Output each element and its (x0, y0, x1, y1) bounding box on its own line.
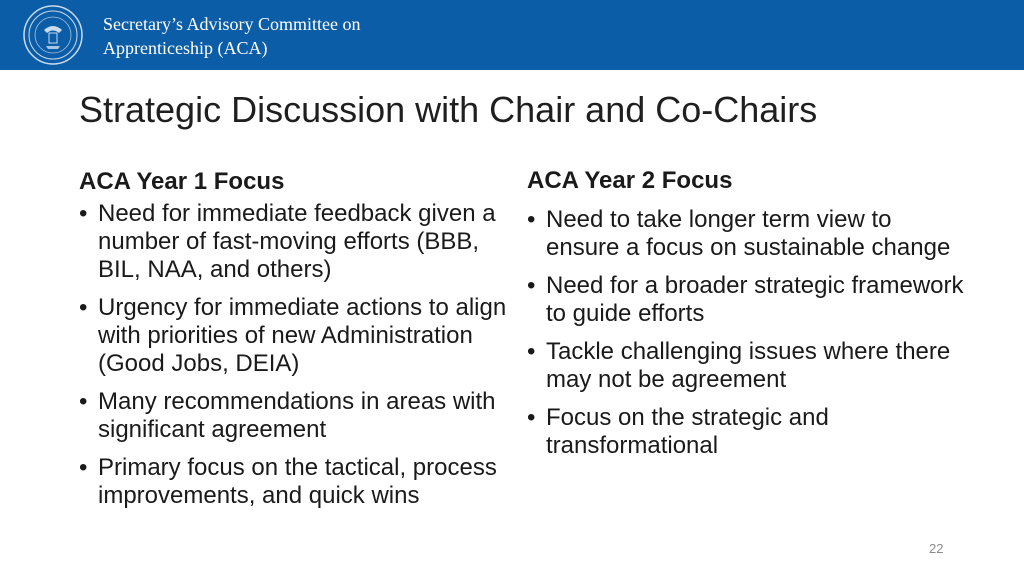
bullet-text: Focus on the strategic and transformational (546, 404, 829, 459)
bullet-text: Urgency for immediate actions to align with priorities of new Administration (Good Jobs, DEIA) (98, 294, 507, 377)
bullet-text: Need for a broader strategic framework to guide efforts (546, 272, 964, 327)
bullet-icon: • (527, 404, 536, 431)
department-seal-icon (22, 4, 84, 66)
bullet-item (527, 404, 967, 460)
bullet-icon: • (527, 206, 536, 233)
bullet-item (527, 272, 967, 328)
bullet-text: Need for immediate feedback given a number of fast-moving efforts (BBB, BIL, NAA, and others) (98, 200, 496, 283)
slide-title: Strategic Discussion with Chair and Co-Chairs (79, 89, 818, 130)
bullet-text: Primary focus on the tactical, process improvements, and quick wins (98, 454, 497, 509)
bullet-text: Many recommendations in areas with significant agreement (98, 388, 496, 443)
bullet-item (79, 294, 519, 378)
bullet-item (79, 454, 519, 510)
bullet-icon: • (79, 454, 88, 481)
bullet-icon: • (79, 294, 88, 321)
bullet-item (79, 388, 519, 444)
year-1-bullet-list (79, 200, 519, 510)
committee-name-line-2: Apprenticeship (ACA) (103, 38, 268, 58)
year-2-focus-column (527, 167, 967, 470)
bullet-item (79, 200, 519, 284)
committee-name-line-1: Secretary’s Advisory Committee on (103, 14, 361, 34)
bullet-icon: • (79, 388, 88, 415)
bullet-icon: • (527, 338, 536, 365)
committee-name (103, 12, 360, 60)
year-1-heading: ACA Year 1 Focus (79, 168, 285, 195)
bullet-icon: • (79, 200, 88, 227)
bullet-item (527, 206, 967, 262)
bullet-icon: • (527, 272, 536, 299)
year-1-focus-column (79, 168, 519, 520)
bullet-text: Tackle challenging issues where there may not be agreement (546, 338, 951, 393)
year-2-heading: ACA Year 2 Focus (527, 167, 733, 194)
bullet-item (527, 338, 967, 394)
year-2-bullet-list (527, 206, 967, 460)
page-number: 22 (929, 541, 944, 556)
bullet-text: Need to take longer term view to ensure a focus on sustainable change (546, 206, 951, 261)
header-bar (0, 0, 1024, 70)
